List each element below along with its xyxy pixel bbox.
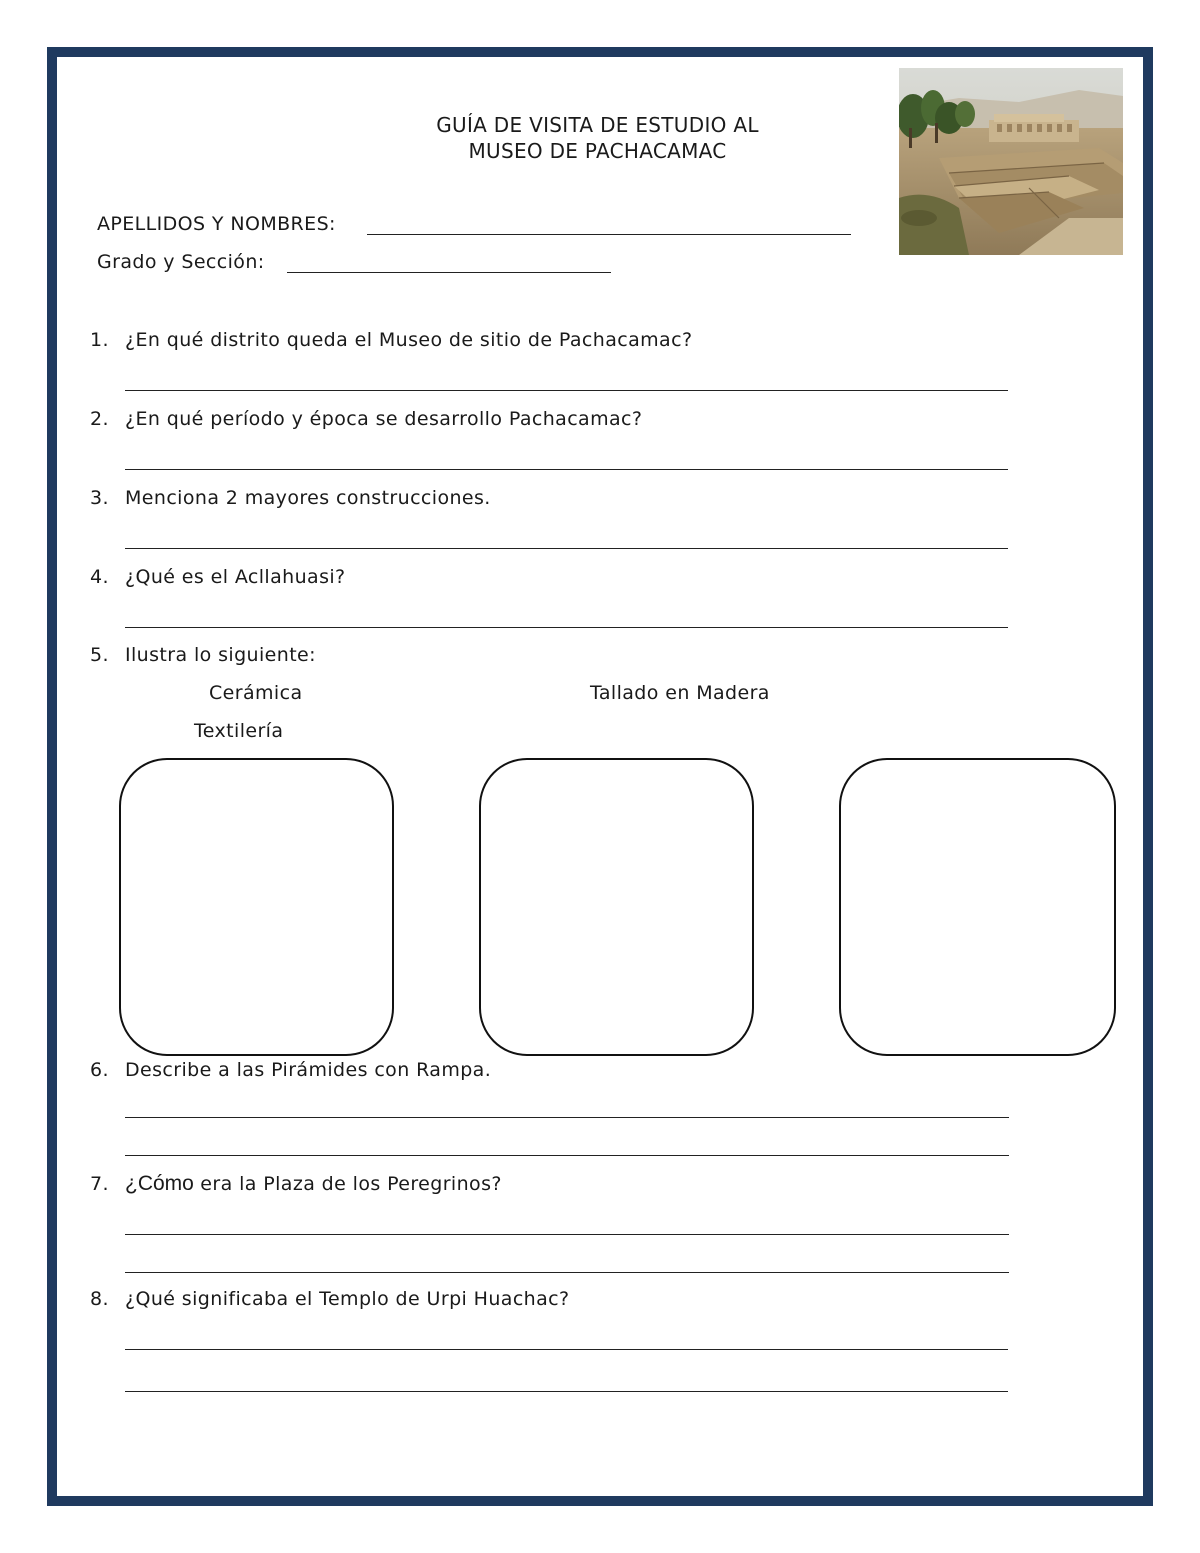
title-line-2: MUSEO DE PACHACAMAC	[468, 139, 727, 163]
question-text	[125, 1172, 502, 1196]
drawing-box-tallado[interactable]	[479, 758, 754, 1056]
question-text: ¿En qué período y época se desarrollo Pachacamac?	[125, 408, 643, 430]
question-number: 1.	[90, 329, 109, 351]
name-label: APELLIDOS Y NOMBRES:	[97, 213, 336, 235]
answer-line[interactable]	[125, 1117, 1009, 1118]
name-field[interactable]	[367, 234, 851, 235]
answer-line[interactable]	[125, 627, 1008, 628]
question-text: Menciona 2 mayores construcciones.	[125, 487, 491, 509]
pachacamac-ruins-photo	[899, 68, 1123, 255]
grade-label: Grado y Sección:	[97, 251, 265, 273]
answer-line[interactable]	[125, 469, 1008, 470]
answer-line[interactable]	[125, 548, 1008, 549]
grade-field[interactable]	[287, 272, 611, 273]
question-number: 6.	[90, 1059, 109, 1081]
label-textileria: Textilería	[194, 720, 284, 742]
question-text: Describe a las Pirámides con Rampa.	[125, 1059, 492, 1081]
drawing-box-ceramica[interactable]	[119, 758, 394, 1056]
drawing-box-textileria[interactable]	[839, 758, 1116, 1056]
answer-line[interactable]	[125, 1391, 1008, 1392]
answer-line[interactable]	[125, 390, 1008, 391]
question-number: 3.	[90, 487, 109, 509]
title-line-1: GUÍA DE VISITA DE ESTUDIO AL	[436, 113, 759, 137]
label-tallado: Tallado en Madera	[590, 682, 770, 704]
question-number: 4.	[90, 566, 109, 588]
answer-line[interactable]	[125, 1234, 1009, 1235]
answer-line[interactable]	[125, 1272, 1009, 1273]
answer-line[interactable]	[125, 1349, 1008, 1350]
question-number: 7.	[90, 1173, 109, 1195]
question-text: ¿Qué es el Acllahuasi?	[125, 566, 346, 588]
question-number: 2.	[90, 408, 109, 430]
question-text: ¿Qué significaba el Templo de Urpi Huachac?	[125, 1288, 570, 1310]
question-text: Ilustra lo siguiente:	[125, 644, 316, 666]
question-text-rest: era la Plaza de los Peregrinos?	[193, 1173, 502, 1195]
label-ceramica: Cerámica	[209, 682, 303, 704]
question-number: 5.	[90, 644, 109, 666]
answer-line[interactable]	[125, 1155, 1009, 1156]
question-number: 8.	[90, 1288, 109, 1310]
question-text-strong: ¿Cómo	[125, 1172, 194, 1195]
page-title	[340, 112, 855, 164]
question-text: ¿En qué distrito queda el Museo de sitio de Pachacamac?	[125, 329, 693, 351]
